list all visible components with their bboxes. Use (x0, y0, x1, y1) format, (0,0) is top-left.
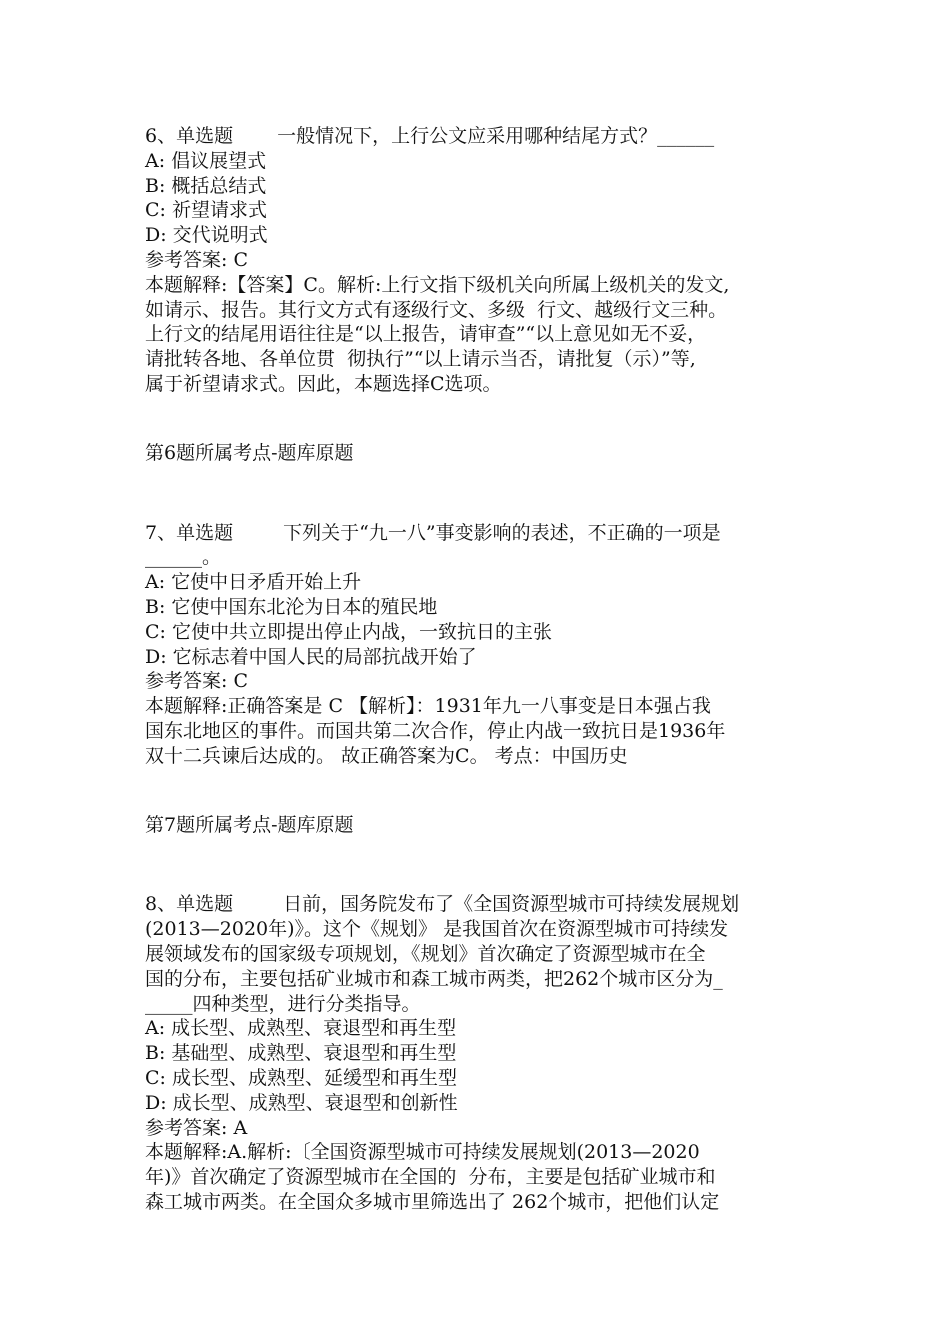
document-page (145, 124, 815, 1215)
explanation-line: 双十二兵谏后达成的。 故正确答案为C。 考点：中国历史 (145, 744, 628, 767)
question-header: 6、单选题 一般情况下，上行公文应采用哪种结尾方式？______ (145, 125, 715, 147)
option-a: A: 它使中日矛盾开始上升 (145, 571, 362, 594)
explanation-line: 如请示、报告。其行文方式有逐级行文、多级 行文、越级行文三种。 (145, 298, 728, 321)
answer: 参考答案: A (145, 1116, 248, 1139)
topic-note: 第6题所属考点-题库原题 (145, 441, 354, 464)
explanation-line: 森工城市两类。在全国众多城市里筛选出了 262个城市，把他们认定 (145, 1190, 720, 1213)
question-stem: 展领域发布的国家级专项规划，《规划》首次确定了资源型城市在全 (145, 942, 706, 965)
option-a: A: 成长型、成熟型、衰退型和再生型 (145, 1017, 457, 1040)
question-stem: _____四种类型，进行分类指导。 (145, 992, 421, 1015)
question-6 (145, 124, 815, 397)
option-c: C: 它使中共立即提出停止内战，一致抗日的主张 (145, 620, 552, 643)
question-7 (145, 521, 815, 769)
question-stem: ______。 (145, 546, 222, 569)
option-b: B: 概括总结式 (145, 174, 267, 197)
question-stem: (2013—2020年)》。这个《规划》 是我国首次在资源型城市可持续发 (145, 918, 729, 941)
explanation-line: 上行文的结尾用语往往是“以上报告，请审查”“以上意见如无不妥， (145, 323, 707, 346)
option-d: D: 它标志着中国人民的局部抗战开始了 (145, 645, 477, 668)
explanation-line: 属于祈望请求式。因此，本题选择C选项。 (145, 372, 502, 395)
option-d: D: 交代说明式 (145, 224, 268, 247)
question-header: 8、单选题 日前，国务院发布了《全国资源型城市可持续发展规划 (145, 893, 740, 916)
explanation-line: 本题解释:正确答案是 C 【解析】：1931年九一八事变是日本强占我 (145, 695, 711, 718)
topic-note: 第7题所属考点-题库原题 (145, 813, 354, 836)
answer: 参考答案: C (145, 670, 248, 693)
question-header: 7、单选题 下列关于“九一八”事变影响的表述，不正确的一项是 (145, 521, 721, 544)
explanation-line: 国东北地区的事件。而国共第二次合作，停止内战一致抗日是1936年 (145, 719, 726, 742)
option-d: D: 成长型、成熟型、衰退型和创新性 (145, 1091, 458, 1114)
question-stem: 国的分布，主要包括矿业城市和森工城市两类，把262个城市区分为_ (145, 967, 723, 990)
option-a: A: 倡议展望式 (145, 149, 267, 172)
question-8 (145, 892, 815, 1214)
explanation-line: 年)》首次确定了资源型城市在全国的 分布，主要是包括矿业城市和 (145, 1166, 716, 1189)
explanation-line: 本题解释:【答案】C。解析:上行文指下级机关向所属上级机关的发文, (145, 273, 730, 296)
option-b: B: 基础型、成熟型、衰退型和再生型 (145, 1042, 457, 1065)
option-b: B: 它使中国东北沦为日本的殖民地 (145, 595, 438, 618)
explanation-line: 请批转各地、各单位贯 彻执行”“以上请示当否，请批复（示）”等, (145, 348, 696, 371)
explanation-line: 本题解释:A.解析:〔全国资源型城市可持续发展规划(2013—2020 (145, 1141, 700, 1164)
option-c: C: 祈望请求式 (145, 199, 267, 222)
answer: 参考答案: C (145, 248, 248, 271)
option-c: C: 成长型、成熟型、延缓型和再生型 (145, 1066, 457, 1089)
